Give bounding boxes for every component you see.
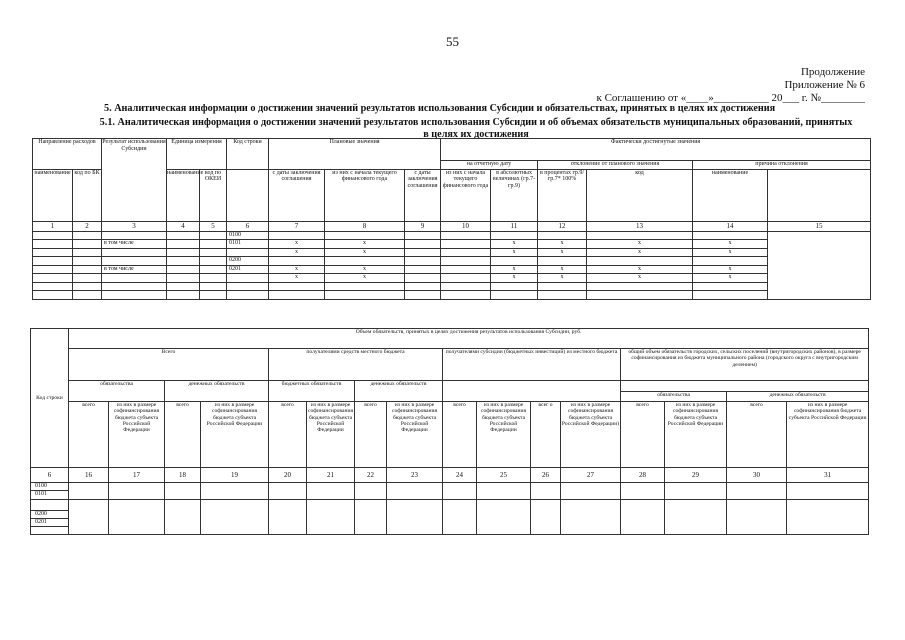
col-num: 21 xyxy=(307,468,355,483)
th-plan-year: из них с начала текущего финансового года xyxy=(325,169,405,221)
col-num: 9 xyxy=(405,221,441,231)
continuation-label: Продолжение xyxy=(800,66,865,78)
th-plan-date: с даты заключения соглашения xyxy=(269,169,325,221)
row-code: 0100 xyxy=(31,483,69,491)
row-label: в том числе xyxy=(102,240,167,249)
th2-total: Всего xyxy=(69,349,269,381)
th2-general: общий объем обязательств городских, сельских поселений (внутригородских районов), в размере софинансирования из бюджета муниципального района (городского округа с внутригородским делением) xyxy=(621,349,869,381)
th-reason-name: наименование xyxy=(693,169,768,221)
th2-recipients: получателями субсидии (бюджетных инвестиций) из местного бюджета xyxy=(443,349,621,381)
col-num: 7 xyxy=(269,221,325,231)
row-code: 0201 xyxy=(31,518,69,526)
th-row-code: Код строки xyxy=(227,139,269,170)
th-unit: Единица измерения xyxy=(167,139,227,170)
th-pct: в процентах гр.9/гр.7* 100% xyxy=(538,169,587,221)
col-num: 28 xyxy=(621,468,665,483)
th2-local: получателями средств местного бюджета xyxy=(269,349,443,381)
th-name: наименование xyxy=(33,169,73,221)
section-title: 5. Аналитическая информации о достижении значений результатов использования Субсидии и обязательствах, принятых в целях их достижения xyxy=(104,103,776,114)
th-unit-name: наименование xyxy=(167,169,200,221)
th-reason-code: код xyxy=(587,169,693,221)
col-num: 15 xyxy=(768,221,871,231)
page-number: 55 xyxy=(446,34,459,49)
row-code: 0100 xyxy=(227,231,269,240)
th-deviation: отклонение от планового значения xyxy=(538,161,693,170)
subsection-title: 5.1. Аналитическая информация о достижении значений результатов использования Субсидии и об объемах обязательств муниципальных образований, принятых в целях их достижения xyxy=(99,117,853,140)
col-num: 11 xyxy=(491,221,538,231)
col-num: 24 xyxy=(443,468,477,483)
th-fact-date: с даты заключения соглашения xyxy=(405,169,441,221)
col-num: 14 xyxy=(693,221,768,231)
col-num: 29 xyxy=(665,468,727,483)
th2-row-code: Код строки xyxy=(31,329,69,468)
th-plan: Плановые значения xyxy=(269,139,441,170)
col-num: 16 xyxy=(69,468,109,483)
col-num: 12 xyxy=(538,221,587,231)
col-num: 10 xyxy=(441,221,491,231)
th-code-bk: код по БК xyxy=(73,169,102,221)
col-num: 18 xyxy=(165,468,201,483)
agreement-line: к Соглашению от «____»__________ 20___ г. №________ xyxy=(596,92,865,104)
row-code: 0101 xyxy=(31,491,69,499)
th-result: Результат использования Субсидии xyxy=(102,139,167,222)
col-num: 17 xyxy=(109,468,165,483)
col-num: 26 xyxy=(531,468,561,483)
th2-title: Объем обязательств, принятых в целях достижения результатов использования Субсидии, руб. xyxy=(69,329,869,349)
col-num: 5 xyxy=(200,221,227,231)
col-num: 20 xyxy=(269,468,307,483)
col-num: 25 xyxy=(477,468,531,483)
col-num: 22 xyxy=(355,468,387,483)
appendix-label: Приложение № 6 xyxy=(784,79,865,91)
th-okei: код по ОКЕИ xyxy=(200,169,227,221)
col-num: 3 xyxy=(102,221,167,231)
col-num: 23 xyxy=(387,468,443,483)
col-num: 13 xyxy=(587,221,693,231)
row-code: 0200 xyxy=(227,257,269,266)
col-num: 19 xyxy=(201,468,269,483)
col-num: 1 xyxy=(33,221,73,231)
th-abs: в абсолютных величинах (гр.7-гр.9) xyxy=(491,169,538,221)
row-label: в том числе xyxy=(102,265,167,274)
row-code: 0200 xyxy=(31,510,69,518)
col-num: 6 xyxy=(31,468,69,483)
th-fact-year: из них с начала текущего финансового года xyxy=(441,169,491,221)
col-num: 31 xyxy=(787,468,869,483)
col-num: 27 xyxy=(561,468,621,483)
results-table: Направление расходов Результат использования Субсидии Единица измерения Код строки Плановые значения Фактически достигнутые значения на отчетную дату отклонение от планового значения причина отклонения наименование код по БК наименование код по ОКЕИ с даты заключения соглашения из них с начала текущего финансового года с даты заключения соглашения из них с начала текущего финансового года в абсолютных величинах (гр.7-гр.9) в процентах гр.9/гр.7* 100% код наименование 1 2 3 4 5 6 7 8 9 10 11 12 13 14 15 0100 в том числе 0101 x x x x x x x x x x x x 0200 в том числе 0201 x x x x x x x x x x x x xyxy=(32,138,871,300)
th-direction: Направление расходов xyxy=(33,139,102,170)
col-num: 6 xyxy=(227,221,269,231)
th-period: на отчетную дату xyxy=(441,161,538,170)
col-num: 4 xyxy=(167,221,200,231)
th-fact: Фактически достигнутые значения xyxy=(441,139,871,148)
col-num: 30 xyxy=(727,468,787,483)
obligations-table: Код строки Объем обязательств, принятых в целях достижения результатов использования Субсидии, руб. Всего получателями средств местного бюджета получателями субсидии (бюджетных инвестиций) из местного бюджета общий объем обязательств городских, сельских поселений (внутригородских районов), в размере софинансирования из бюджета муниципального района (городского округа с внутригородским делением) обязательства денежных обязательств бюджетных обязательств денежных обязательств обязательства денежных обязательств всего из них в размере софинансирования бюджета субъекта Российской Федерации всего из них в размере софинансирования бюджета субъекта Российской Федерации всего из них в размере софинансирования бюджета субъекта Российской Федерации всего из них в размере софинансирования бюджета субъекта Российской Федерации всего из них в размере софинансирования бюджета субъекта Российской Федерации всег о из них в размере софинансирования бюджета субъекта Российской Федерации) всего из них в размере софинансирования бюджета субъекта Российской Федерации всего из них в размере софинансирования бюджета субъекта Российской Федерации 6 16 17 18 19 20 21 22 23 24 25 26 27 28 29 30 31 0100 0101 0200 0201 xyxy=(30,328,869,535)
row-code: 0101 xyxy=(227,240,269,249)
row-code: 0201 xyxy=(227,265,269,274)
th-reason: причина отклонения xyxy=(693,161,871,170)
col-num: 8 xyxy=(325,221,405,231)
col-num: 2 xyxy=(73,221,102,231)
